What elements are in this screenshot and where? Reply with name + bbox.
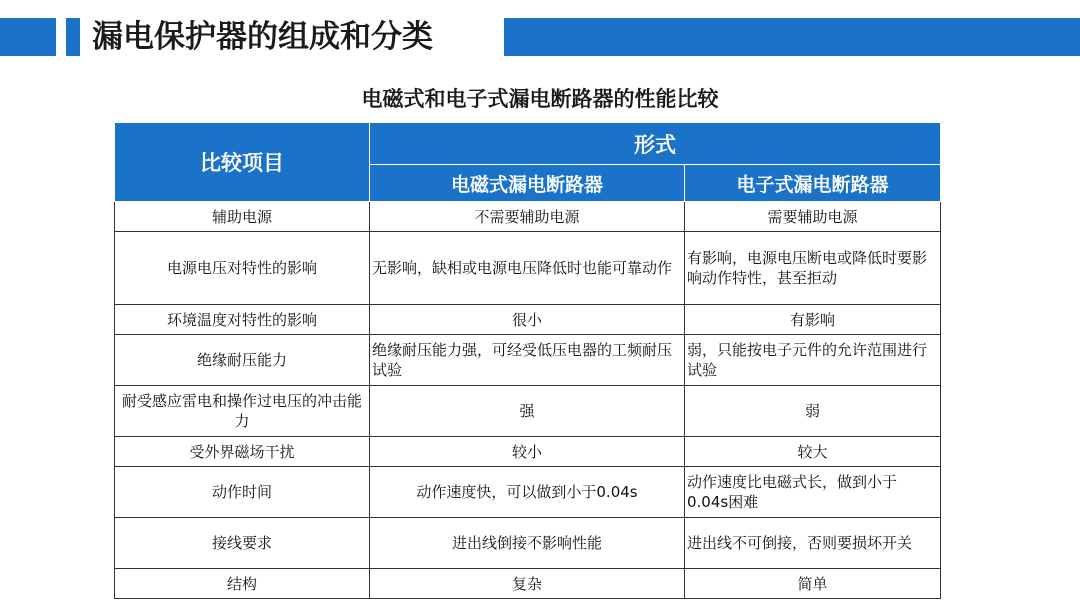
table-row [115,202,941,232]
row-electronic: 动作速度比电磁式长，做到小于0.04s困难 [685,467,941,518]
row-electromagnetic: 进出线倒接不影响性能 [370,518,685,569]
row-item: 接线要求 [115,518,370,569]
header-accent-right [504,18,1080,56]
row-item: 动作时间 [115,467,370,518]
header-accent-small [66,18,80,56]
page-title: 漏电保护器的组成和分类 [92,19,433,55]
row-electronic: 需要辅助电源 [685,202,941,232]
row-electromagnetic: 不需要辅助电源 [370,202,685,232]
row-electromagnetic: 很小 [370,305,685,335]
row-item: 环境温度对特性的影响 [115,305,370,335]
row-electromagnetic: 复杂 [370,569,685,599]
row-item: 受外界磁场干扰 [115,437,370,467]
table-row [115,386,941,437]
table-row [115,467,941,518]
header-compare-item: 比较项目 [115,123,370,202]
header-electromagnetic: 电磁式漏电断路器 [370,165,685,202]
row-electromagnetic: 较小 [370,437,685,467]
table-row [115,335,941,386]
row-electronic: 有影响，电源电压断电或降低时要影响动作特性，甚至拒动 [685,232,941,305]
row-electronic: 较大 [685,437,941,467]
table-row [115,305,941,335]
comparison-table [114,122,941,599]
row-electronic: 简单 [685,569,941,599]
row-electromagnetic: 无影响，缺相或电源电压降低时也能可靠动作 [370,232,685,305]
row-electromagnetic: 动作速度快，可以做到小于0.04s [370,467,685,518]
row-item: 辅助电源 [115,202,370,232]
row-item: 结构 [115,569,370,599]
row-electromagnetic: 绝缘耐压能力强，可经受低压电器的工频耐压试验 [370,335,685,386]
table-row [115,437,941,467]
table-row [115,232,941,305]
row-electronic: 弱 [685,386,941,437]
table-title: 电磁式和电子式漏电断路器的性能比较 [361,87,719,111]
row-item: 耐受感应雷电和操作过电压的冲击能力 [115,386,370,437]
header-form: 形式 [370,123,941,165]
table-row [115,569,941,599]
row-electronic: 有影响 [685,305,941,335]
row-electromagnetic: 强 [370,386,685,437]
row-electronic: 弱，只能按电子元件的允许范围进行试验 [685,335,941,386]
header-accent-left [0,18,56,56]
row-item: 绝缘耐压能力 [115,335,370,386]
row-item: 电源电压对特性的影响 [115,232,370,305]
table-row [115,518,941,569]
row-electronic: 进出线不可倒接，否则要损坏开关 [685,518,941,569]
header-electronic: 电子式漏电断路器 [685,165,941,202]
